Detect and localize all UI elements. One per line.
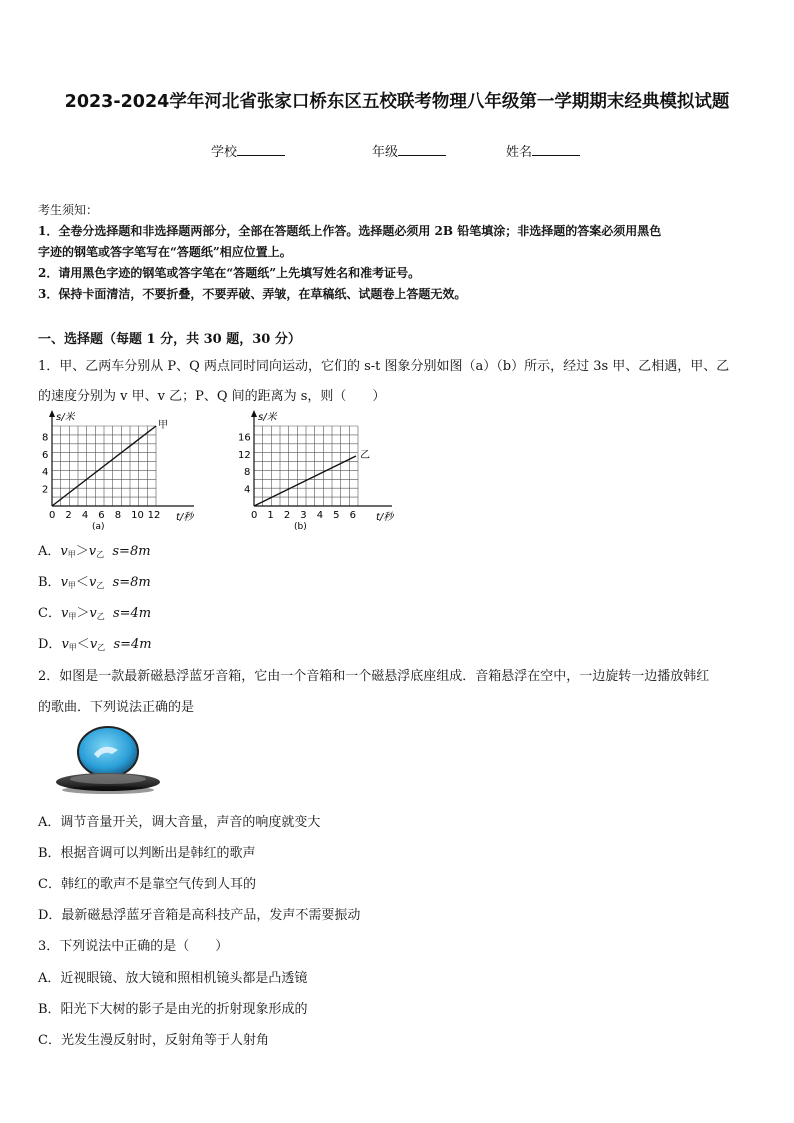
q3-stem: 3．下列说法中正确的是（ ）	[38, 939, 229, 954]
graph-b-caption: (b)	[294, 522, 307, 532]
q1-option-b[interactable]: B．$v_甲<v_乙$ s=8m	[38, 575, 151, 590]
q2-option-d[interactable]: D．最新磁悬浮蓝牙音箱是高科技产品，发声不需要振动	[38, 908, 361, 923]
q1-option-d[interactable]: D．$v_甲<v_乙$ s=4m	[38, 637, 152, 652]
q3-option-b[interactable]: B．阳光下大树的影子是由光的折射现象形成的	[38, 1002, 308, 1017]
graph-b-ytick-label: 16	[238, 432, 251, 444]
notice-item-1b: 字迹的钢笔或答字笔写在“答题纸”相应位置上。	[38, 245, 292, 259]
graph-b-xtick-label: 1	[267, 510, 274, 521]
school-label: 学校	[211, 145, 238, 160]
graph-a-ytick-label: 8	[42, 432, 49, 444]
graph-b-xtick-label: 3	[300, 510, 307, 521]
name-label: 姓名	[506, 145, 533, 160]
graph-b-ytick-label: 4	[244, 484, 251, 496]
graph-b	[232, 408, 402, 532]
notice-item-1a: 1．全卷分选择题和非选择题两部分，全部在答题纸上作答。选择题必须用 2B 铅笔填涂；非选择题的答案必须用黑色	[38, 224, 662, 238]
graph-a-ytick-label: 2	[42, 484, 49, 496]
exam-notice	[38, 200, 758, 305]
grade-field[interactable]	[372, 141, 446, 160]
graph-a-xtick-label: 10	[131, 510, 144, 521]
q2-option-a[interactable]: A．调节音量开关，调大音量，声音的响度就变大	[38, 815, 321, 830]
graph-a-xlabel: t/秒	[176, 512, 194, 523]
q1-option-a[interactable]: A．$v_甲>v_乙$ s=8m	[38, 544, 151, 559]
notice-heading: 考生须知：	[38, 203, 99, 217]
q3-option-c[interactable]: C．光发生漫反射时，反射角等于人射角	[38, 1033, 269, 1048]
graph-a-series-label: 甲	[158, 420, 168, 431]
school-field[interactable]	[211, 141, 285, 160]
q2-stem-line1: 2．如图是一款最新磁悬浮蓝牙音箱，它由一个音箱和一个磁悬浮底座组成．音箱悬浮在空中，一边旋转一边播放韩红	[38, 669, 710, 684]
graph-b-xtick-label: 4	[316, 510, 324, 521]
notice-item-2: 2．请用黑色字迹的钢笔或答字笔在“答题纸”上先填写姓名和准考证号。	[38, 266, 421, 280]
section-heading: 一、选择题（每题 1 分，共 30 题，30 分）	[38, 332, 301, 347]
graph-b-xtick-label: 2	[283, 510, 291, 521]
grade-label: 年级	[372, 145, 399, 160]
graph-a-ytick-label: 6	[42, 449, 49, 461]
page-title: 2023-2024学年河北省张家口桥东区五校联考物理八年级第一学期期末经典模拟试题	[64, 92, 730, 112]
graph-a-caption: (a)	[92, 522, 105, 532]
q2-option-c[interactable]: C．韩红的歌声不是靠空气传到人耳的	[38, 877, 256, 892]
graph-a-xtick-label: 8	[114, 510, 122, 521]
name-field[interactable]	[506, 141, 580, 160]
graph-b-xtick-label: 5	[333, 510, 340, 521]
q1-option-c[interactable]: C．$v_甲>v_乙$ s=4m	[38, 606, 152, 621]
graph-b-series-label: 乙	[360, 450, 370, 461]
graph-a-xtick-label: 12	[147, 510, 161, 521]
graph-b-ylabel: s/米	[258, 412, 277, 423]
graph-a-ytick-label: 4	[42, 467, 49, 479]
q1-stem-line2: 的速度分别为 v 甲、v 乙；P、Q 间的距离为 s，则（ ）	[38, 389, 386, 404]
graph-b-ytick-label: 8	[244, 467, 251, 479]
graph-a-xtick-label: 4	[81, 510, 89, 521]
graph-a-xtick-label: 6	[98, 510, 105, 521]
q2-option-b[interactable]: B．根据音调可以判断出是韩红的歌声	[38, 846, 256, 861]
graph-b-ytick-label: 12	[238, 449, 251, 461]
q2-stem-line2: 的歌曲．下列说法正确的是	[38, 700, 195, 715]
graph-a-ylabel: s/米	[56, 412, 75, 423]
q1-stem-line1: 1．甲、乙两车分别从 P、Q 两点同时同向运动，它们的 s-t 图象分别如图（a）（b）所示，经过 3s 甲、乙相遇，甲、乙	[38, 359, 730, 374]
graph-b-xtick-label: 6	[349, 510, 356, 521]
levitating-speaker-image	[52, 724, 164, 796]
graph-a	[34, 408, 204, 532]
graph-b-xtick-label: 0	[251, 510, 258, 521]
graph-a-xtick-label: 0	[49, 510, 56, 521]
q3-option-a[interactable]: A．近视眼镜、放大镜和照相机镜头都是凸透镜	[38, 971, 308, 986]
graph-b-xlabel: t/秒	[376, 512, 394, 523]
graph-a-xtick-label: 2	[65, 510, 72, 521]
notice-item-3: 3．保持卡面清洁，不要折叠，不要弄破、弄皱，在草稿纸、试题卷上答题无效。	[38, 287, 467, 301]
